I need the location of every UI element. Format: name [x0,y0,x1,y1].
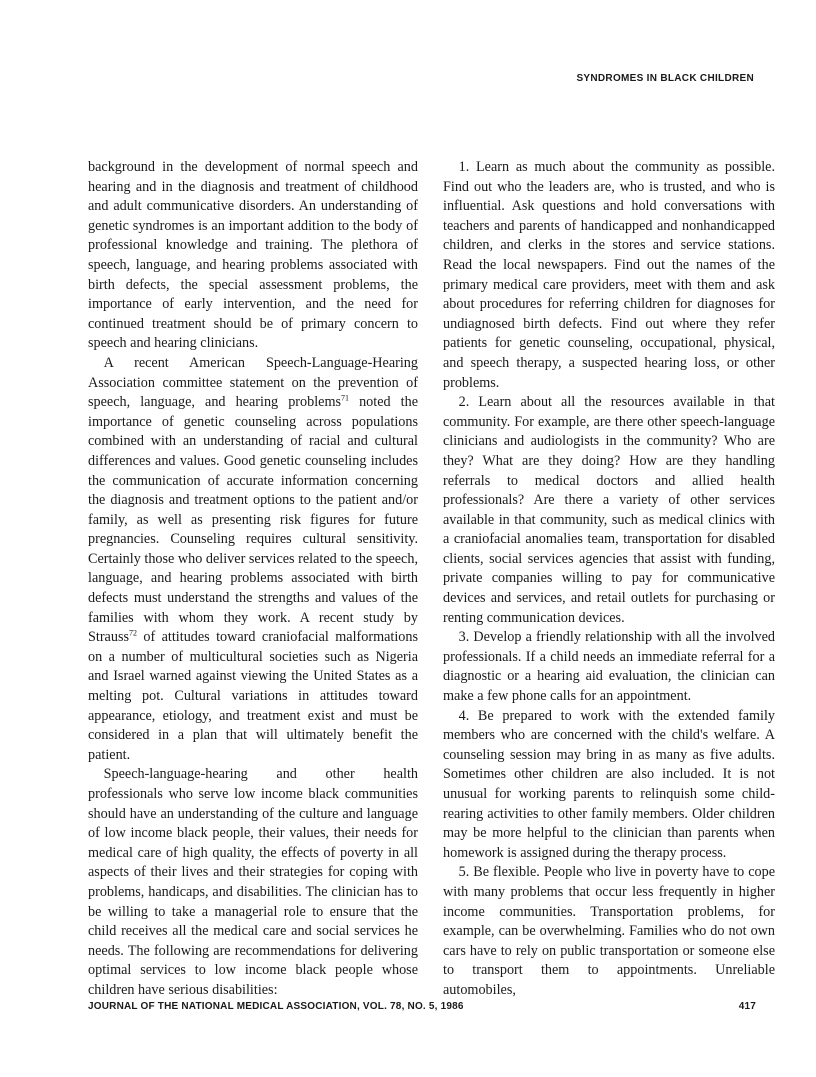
journal-citation: JOURNAL OF THE NATIONAL MEDICAL ASSOCIATION, VOL. 78, NO. 5, 1986 [88,1001,464,1012]
paragraph-text: noted the importance of genetic counseling across populations combined with an understanding of racial and cultural differences and values. Good genetic counseling includes the communication of accurate information concerning the diagnosis and treatment options to the patient and/or family, as well as presenting risk figures for future pregnancies. Counseling requires cultural sensitivity. Certainly those who deliver services related to the speech, language, and hearing problems associated with birth defects must understand the strengths and values of the families with whom they work. A recent study by Strauss [88,394,419,646]
paragraph-continuation: background in the development of normal speech and hearing and in the diagnosis and treatment of childhood and adult communicative disorders. An understanding of genetic syndromes is an important addition to the body of professional knowledge and training. The plethora of speech, language, and hearing problems associated with birth defects, the special assessment problems, the importance of early intervention, and the need for continued treatment should be of primary concern to speech and hearing clinicians. [88,159,418,352]
running-title: SYNDROMES IN BLACK CHILDREN [576,73,754,84]
paragraph-recommendations-intro: Speech-language-hearing and other health professionals who serve low income black communities should have an understanding of the culture and language of low income black people, their values, their needs for medical care of high quality, the effects of poverty in all aspects of their lives and their strategies for coping with problems, handicaps, and disabilities. The clinician has to be willing to take a managerial role to ensure that the child receives all the medical care and social services he needs. The following are recommendations for delivering optimal services to low income black people whose children have serious disabilities: [88,766,418,998]
reference-marker: 72 [129,628,137,638]
recommendation-item-1: 1. Learn as much about the community as possible. Find out who the leaders are, who is trusted, and who is influential. Ask questions and hold conversations with teachers and parents of handicapped and nonhandicapped children, and clerks in the stores and service stations. Read the local newspapers. Find out the names of the primary medical care providers, meet with them and ask about procedures for referring children for diagnoses for undiagnosed birth defects. Find out where they refer patients for genetic counseling, occupational, physical, and speech therapy, a suspected hearing loss, or other problems. [443,159,775,391]
recommendation-item-2: 2. Learn about all the resources available in that community. For example, are there other speech-language clinicians and audiologists in the community? Who are they? What are they doing? How are they handling referrals to medical doctors and allied health professionals? Are there a variety of other services available in that community, such as medical clinics with a craniofacial anomalies team, transportation for disabled clients, social services agencies that assist with funding, private companies willing to pay for communicative devices and services, and retail outlets for purchasing or renting communication devices. [443,394,775,626]
recommendation-item-4: 4. Be prepared to work with the extended family members who are concerned with the child's welfare. A counseling session may bring in as many as five adults. Sometimes other children are also included. It is not unusual for working parents to relinquish some child-rearing activities to other family members. Older children may be more helpful to the clinician than parents when homework is assigned during the therapy process. [443,707,775,861]
paragraph-asha-statement [88,354,418,765]
paragraph-text: A recent American Speech-Language-Hearing Association committee statement on the prevention of speech, language, and hearing problems [88,354,418,411]
paragraph-text: of attitudes toward craniofacial malformations on a number of multicultural societies such as Nigeria and Israel warned against viewing the United States as a melting pot. Cultural variations in attitudes toward appearance, etiology, and treatment exist and must be considered in a plan that will ultimately benefit the patient. [88,629,418,763]
left-column [88,158,418,1001]
page-number: 417 [738,1001,756,1012]
recommendation-item-3: 3. Develop a friendly relationship with all the involved professionals. If a child needs an immediate referral for a diagnostic or a hearing aid evaluation, the clinician can make a few phone calls for an appointment. [443,629,775,705]
right-column [443,158,775,1001]
reference-marker: 71 [341,393,350,403]
recommendation-item-5: 5. Be flexible. People who live in poverty have to cope with many problems that occur less frequently in higher income communities. Transportation problems, for example, can be overwhelming. Families who do not own cars have to rely on public transportation or someone else to transport them to appointments. Unreliable automobiles, [443,864,775,998]
